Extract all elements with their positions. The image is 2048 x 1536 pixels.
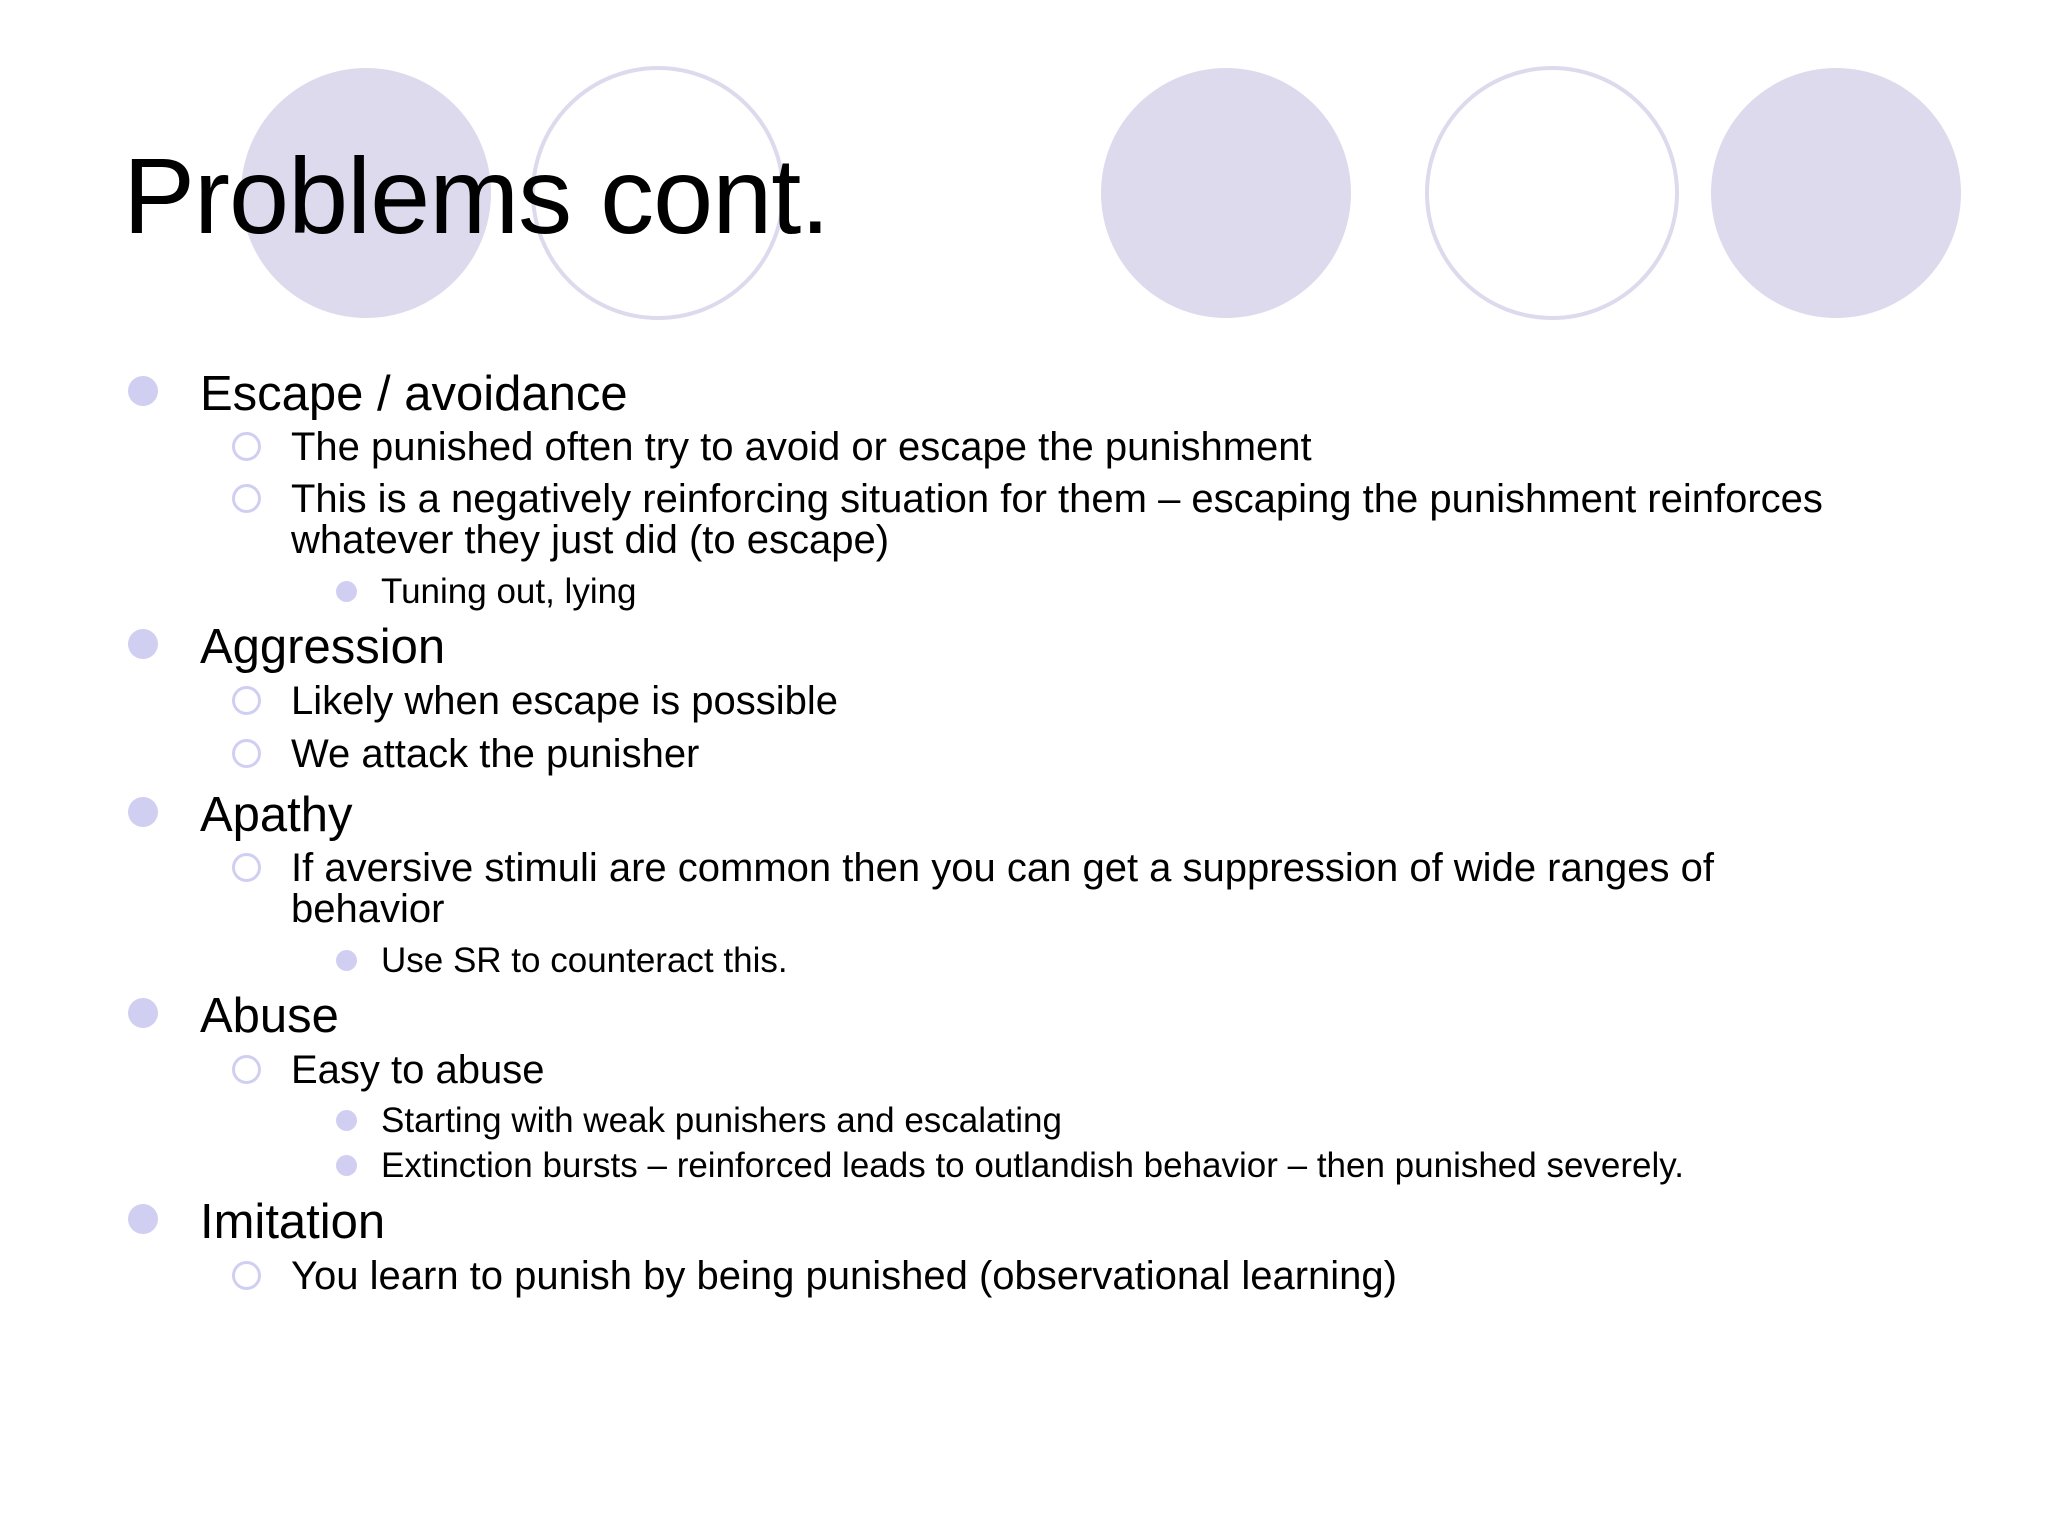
sub-bullet-text: You learn to punish by being punished (observational learning)	[291, 1254, 1397, 1298]
sub-bullet-text: If aversive stimuli are common then you can get a suppression of wide ranges of behavior	[291, 846, 1714, 931]
bullet-dot	[128, 1204, 158, 1234]
bullet-dot	[128, 376, 158, 406]
sub-sub-bullet-text: Starting with weak punishers and escalating	[381, 1101, 1062, 1140]
bullet-heading-imitation: Imitation	[200, 1195, 386, 1249]
bullet-dot	[128, 629, 158, 659]
bullet-dot	[128, 998, 158, 1028]
bullet-dot	[128, 797, 158, 827]
sub-sub-bullet-dot	[336, 950, 357, 971]
sub-bullet-text: The punished often try to avoid or escape the punishment	[291, 425, 1312, 469]
bullet-heading-escape: Escape / avoidance	[200, 367, 628, 421]
sub-bullet-ring	[232, 1055, 261, 1084]
sub-bullet-ring	[232, 739, 261, 768]
sub-bullet-text: Easy to abuse	[291, 1048, 545, 1092]
sub-sub-bullet-dot	[336, 1110, 357, 1131]
sub-bullet-ring	[232, 686, 261, 715]
sub-bullet-text: We attack the punisher	[291, 732, 700, 776]
sub-bullet-ring	[232, 853, 261, 882]
bullet-heading-aggression: Aggression	[200, 620, 446, 674]
sub-sub-bullet-dot	[336, 1155, 357, 1176]
sub-sub-bullet-text: Tuning out, lying	[381, 572, 637, 611]
sub-sub-bullet-text: Extinction bursts – reinforced leads to outlandish behavior – then punished severely.	[381, 1146, 1684, 1185]
sub-bullet-text: This is a negatively reinforcing situation for them – escaping the punishment reinforces whatever they just did (to escape)	[291, 477, 1823, 562]
sub-sub-bullet-dot	[336, 581, 357, 602]
slide-title: Problems cont.	[123, 135, 830, 256]
sub-sub-bullet-text: Use SR to counteract this.	[381, 941, 788, 980]
sub-bullet-ring	[232, 484, 261, 513]
bullet-heading-apathy: Apathy	[200, 788, 353, 842]
sub-bullet-ring	[232, 432, 261, 461]
sub-bullet-ring	[232, 1261, 261, 1290]
sub-bullet-text: Likely when escape is possible	[291, 679, 838, 723]
bullet-heading-abuse: Abuse	[200, 989, 339, 1043]
